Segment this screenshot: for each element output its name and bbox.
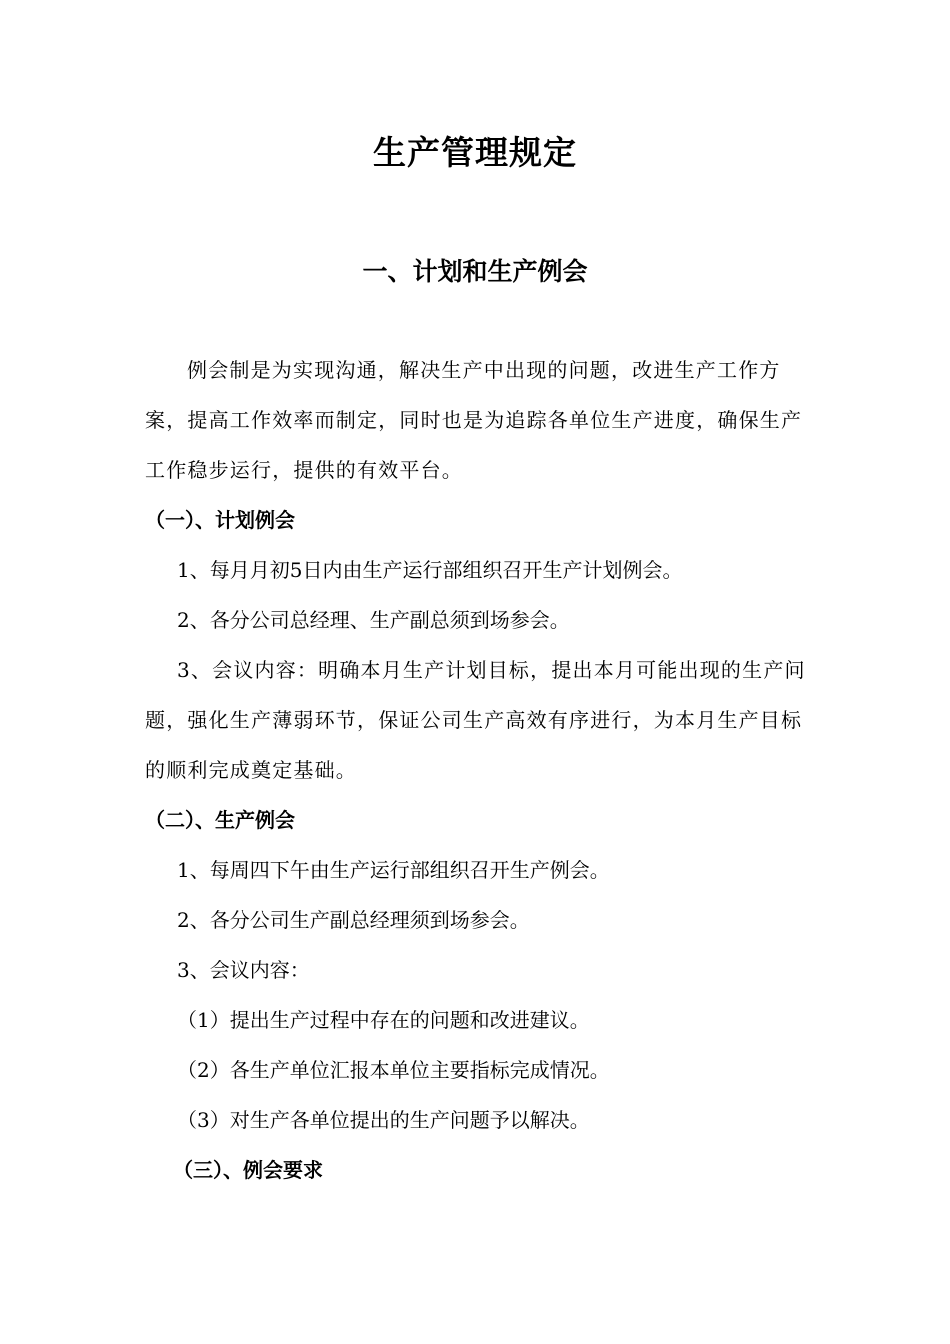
part2-heading: （二）、生产例会 <box>145 808 295 832</box>
part2-item: 2、各分公司生产副总经理须到场参会。 <box>177 908 530 932</box>
part3-heading: （三）、例会要求 <box>173 1158 323 1182</box>
part1-heading: （一）、计划例会 <box>145 508 295 532</box>
part2-item: 1、每周四下午由生产运行部组织召开生产例会。 <box>177 858 610 882</box>
part2-subitem: （3）对生产各单位提出的生产问题予以解决。 <box>177 1108 590 1132</box>
part1-item: 2、各分公司总经理、生产副总须到场参会。 <box>177 608 570 632</box>
document-body <box>145 345 807 1195</box>
part2-item: 3、会议内容： <box>177 958 310 982</box>
part1-item: 1、每月月初5日内由生产运行部组织召开生产计划例会。 <box>177 558 683 582</box>
part2-subitem: （1）提出生产过程中存在的问题和改进建议。 <box>177 1008 590 1032</box>
intro-paragraph: 例会制是为实现沟通，解决生产中出现的问题，改进生产工作方案，提高工作效率而制定，同时也是为追踪各单位生产进度，确保生产工作稳步运行，提供的有效平台。 <box>145 358 803 482</box>
part1-item-content: 3、会议内容：明确本月生产计划目标，提出本月可能出现的生产问题，强化生产薄弱环节，保证公司生产高效有序进行，为本月生产目标的顺利完成奠定基础。 <box>145 658 806 782</box>
part2-subitem: （2）各生产单位汇报本单位主要指标完成情况。 <box>177 1058 610 1082</box>
section-title: 一、计划和生产例会 <box>362 257 588 286</box>
document-title: 生产管理规定 <box>373 133 577 172</box>
